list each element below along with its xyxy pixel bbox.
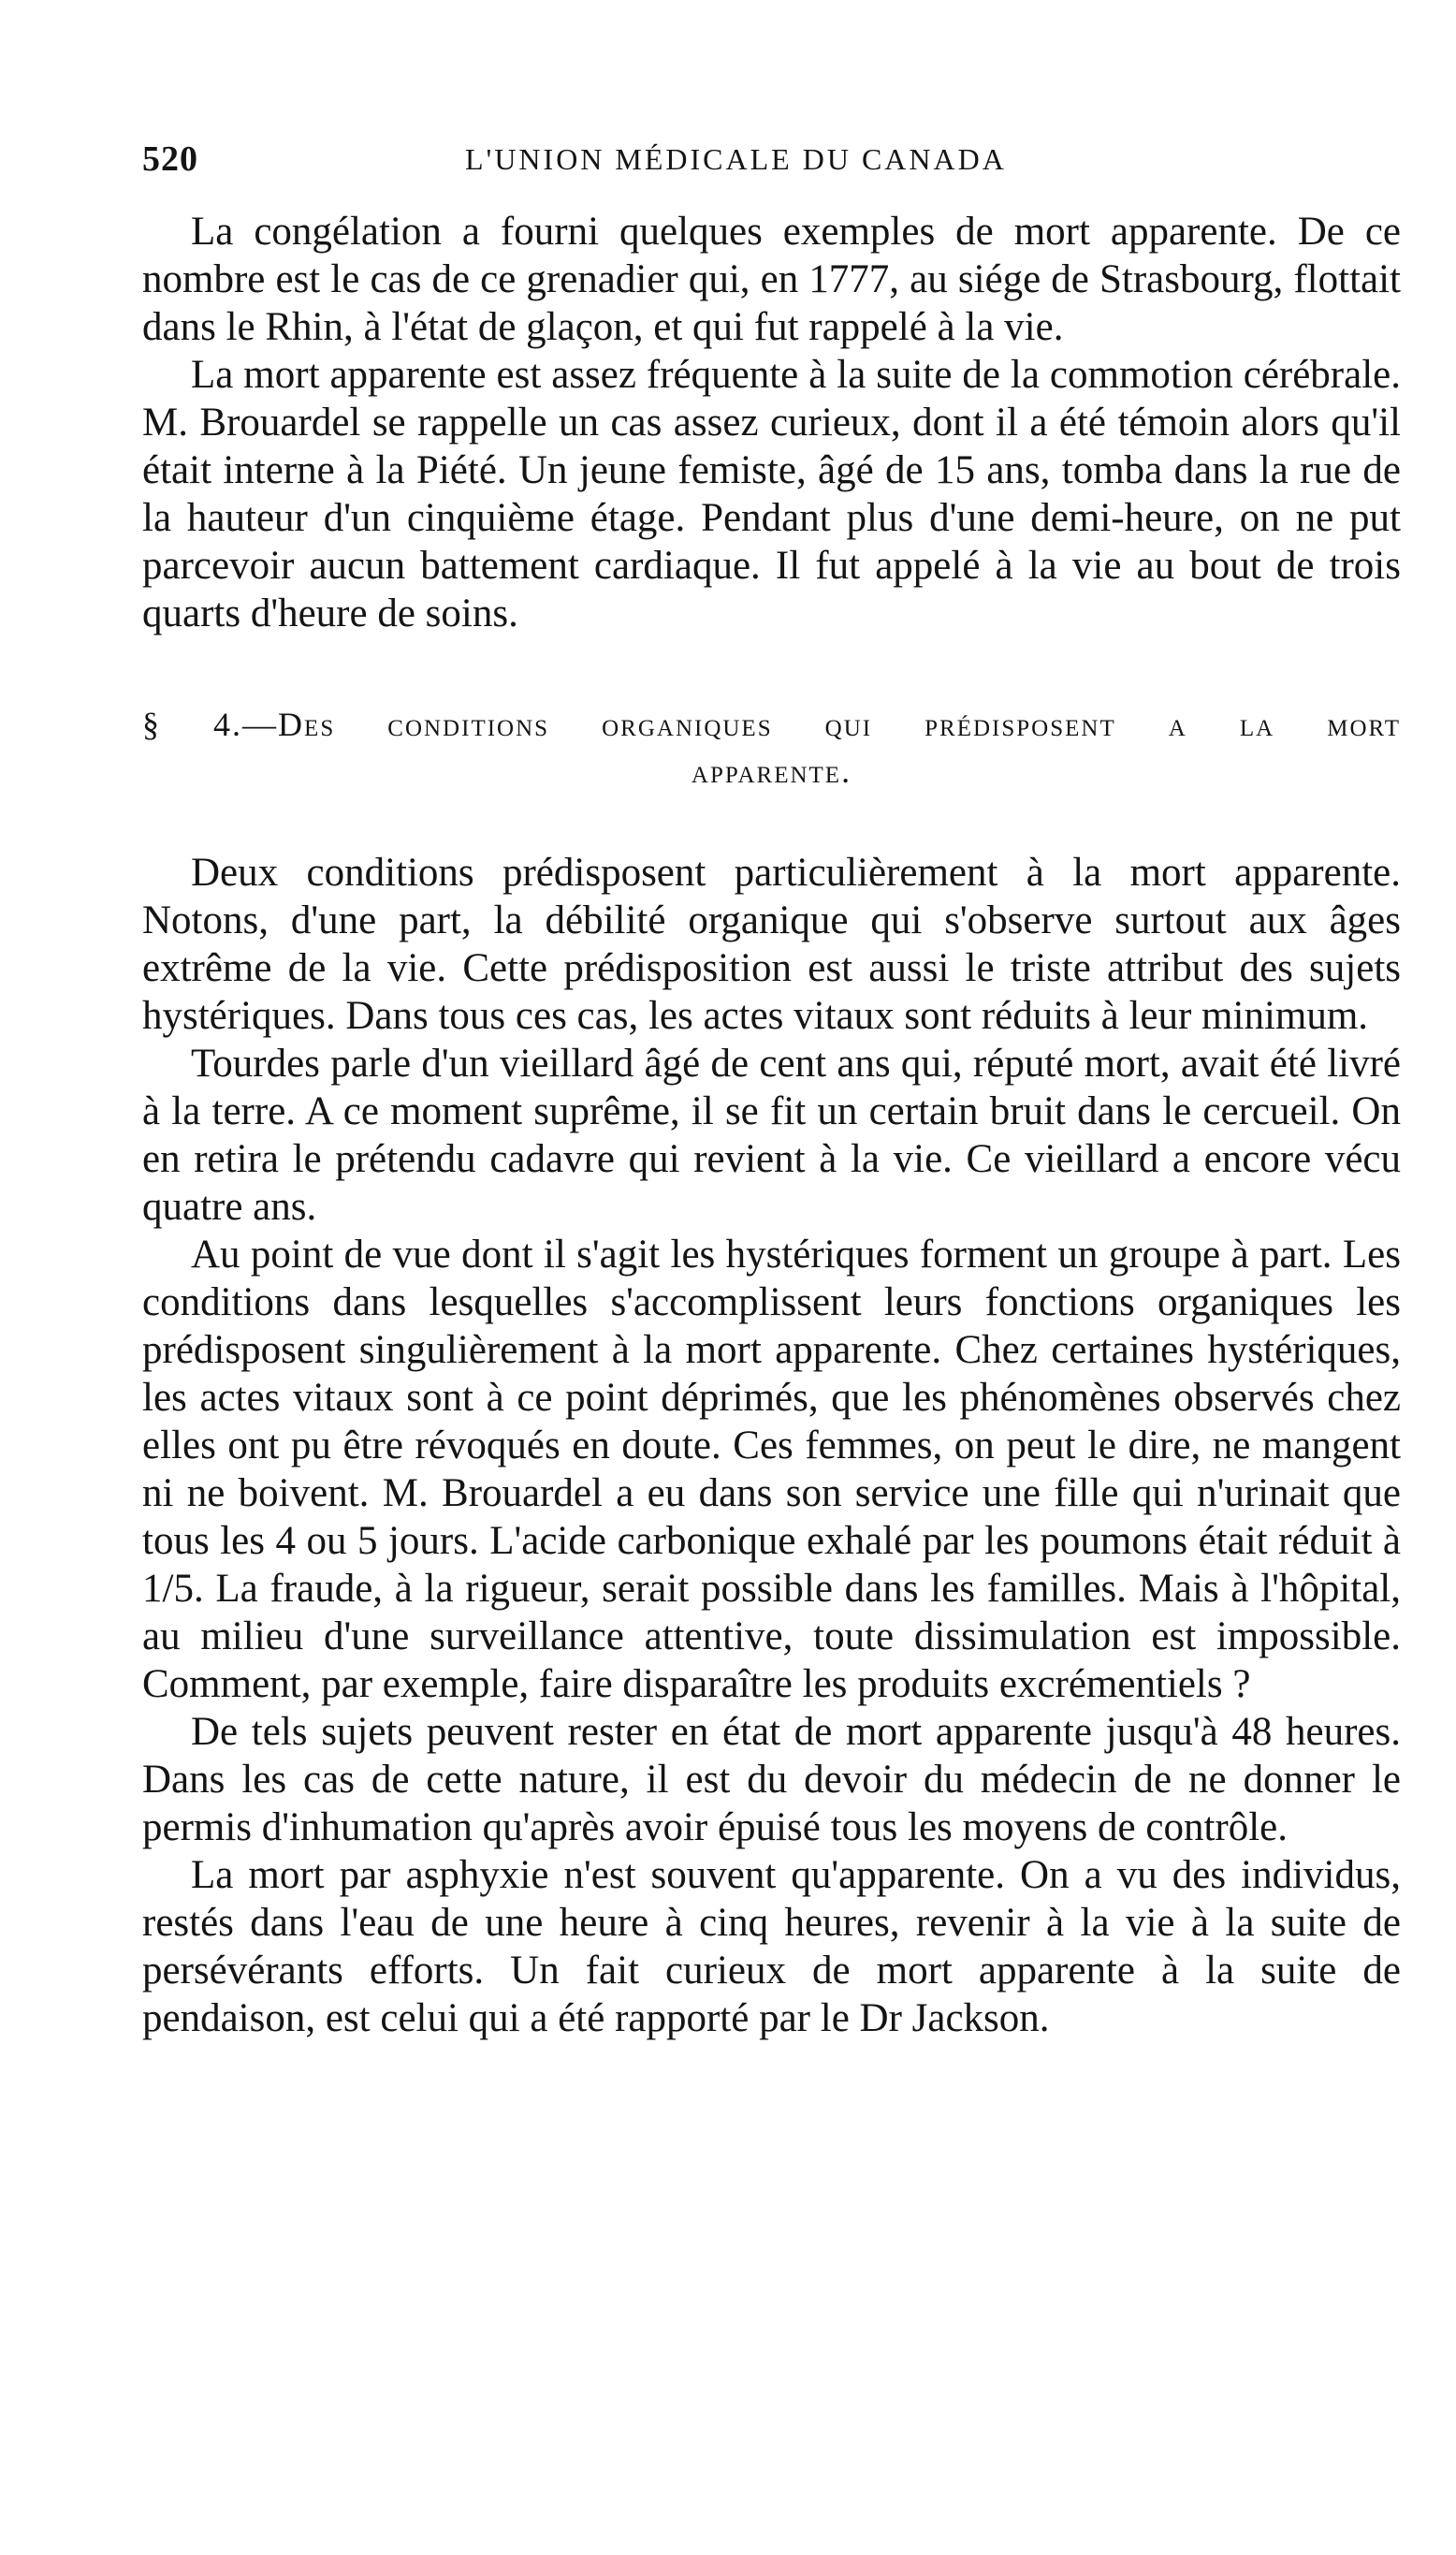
paragraph: La congélation a fourni quelques exemples de mort apparente. De ce nombre est le cas de ce grenadier qui, en 1777, au siége de Strasbourg, flottait dans le Rhin, à l'état de glaçon, et qui fut rappelé à la vie. [142,210,1401,349]
paragraph: La mort par asphyxie n'est souvent qu'apparente. On a vu des individus, restés dans l'eau de une heure à cinq heures, revenir à la vie à la suite de persévérants efforts. Un fait curieux de mort apparente à la suite de pendaison, est celui qui a été rapporté par le Dr Jackson. [142,1853,1401,2040]
paragraph: La mort apparente est assez fréquente à la suite de la commotion cérébrale. M. Brouardel se rappelle un cas assez curieux, dont il a été témoin alors qu'il était interne à la Piété. Un jeune femiste, âgé de 15 ans, tomba dans la rue de la hauteur d'un cinquième étage. Pendant plus d'une demi-heure, on ne put parcevoir aucun battement cardiaque. Il fut appelé à la vie au bout de trois quarts d'heure de soins. [142,353,1401,635]
paragraph: Au point de vue dont il s'agit les hystériques forment un groupe à part. Les conditions dans lesquelles s'accomplissent leurs fonctions organiques les prédisposent singulièrement à la mort apparente. Chez certaines hystériques, les actes vitaux sont à ce point déprimés, que les phénomènes observés chez elles ont pu être révoqués en doute. Ces femmes, on peut le dire, ne mangent ni ne boivent. M. Brouardel a eu dans son service une fille qui n'urinait que tous les 4 ou 5 jours. L'acide carbonique exhalé par les poumons était réduit à 1/5. La fraude, à la rigueur, serait possible dans les familles. Mais à l'hôpital, au milieu d'une surveillance attentive, toute dissimulation est impossible. Comment, par exemple, faire disparaître les produits excrémentiels ? [142,1233,1401,1706]
section-heading-line-1: § 4.—Des conditions organiques qui prédisposent a la mort [142,706,1401,743]
section-heading [142,701,1401,795]
paragraph: Deux conditions prédisposent particulièrement à la mort apparente. Notons, d'une part, la débilité organique qui s'observe surtout aux âges extrême de la vie. Cette prédisposition est aussi le triste attribut des sujets hystériques. Dans tous ces cas, les actes vitaux sont réduits à leur minimum. [142,851,1401,1038]
page-number: 520 [142,139,198,179]
paragraph: De tels sujets peuvent rester en état de mort apparente jusqu'à 48 heures. Dans les cas de cette nature, il est du devoir du médecin de ne donner le permis d'inhumation qu'après avoir épuisé tous les moyens de contrôle. [142,1710,1401,1849]
running-header [142,131,1401,187]
section-heading-line-2: apparente. [691,752,852,790]
journal-title: L'UNION MÉDICALE DU CANADA [465,142,1007,176]
text-block-after-section [142,849,1401,2042]
paragraph: Tourdes parle d'un vieillard âgé de cent ans qui, réputé mort, avait été livré à la terre. A ce moment suprême, il se fit un certain bruit dans le cercueil. On en retira le prétendu cadavre qui revient à la vie. Ce vieillard a encore vécu quatre ans. [142,1042,1401,1229]
document-page [142,131,1401,2042]
text-block-before-section [142,208,1401,637]
